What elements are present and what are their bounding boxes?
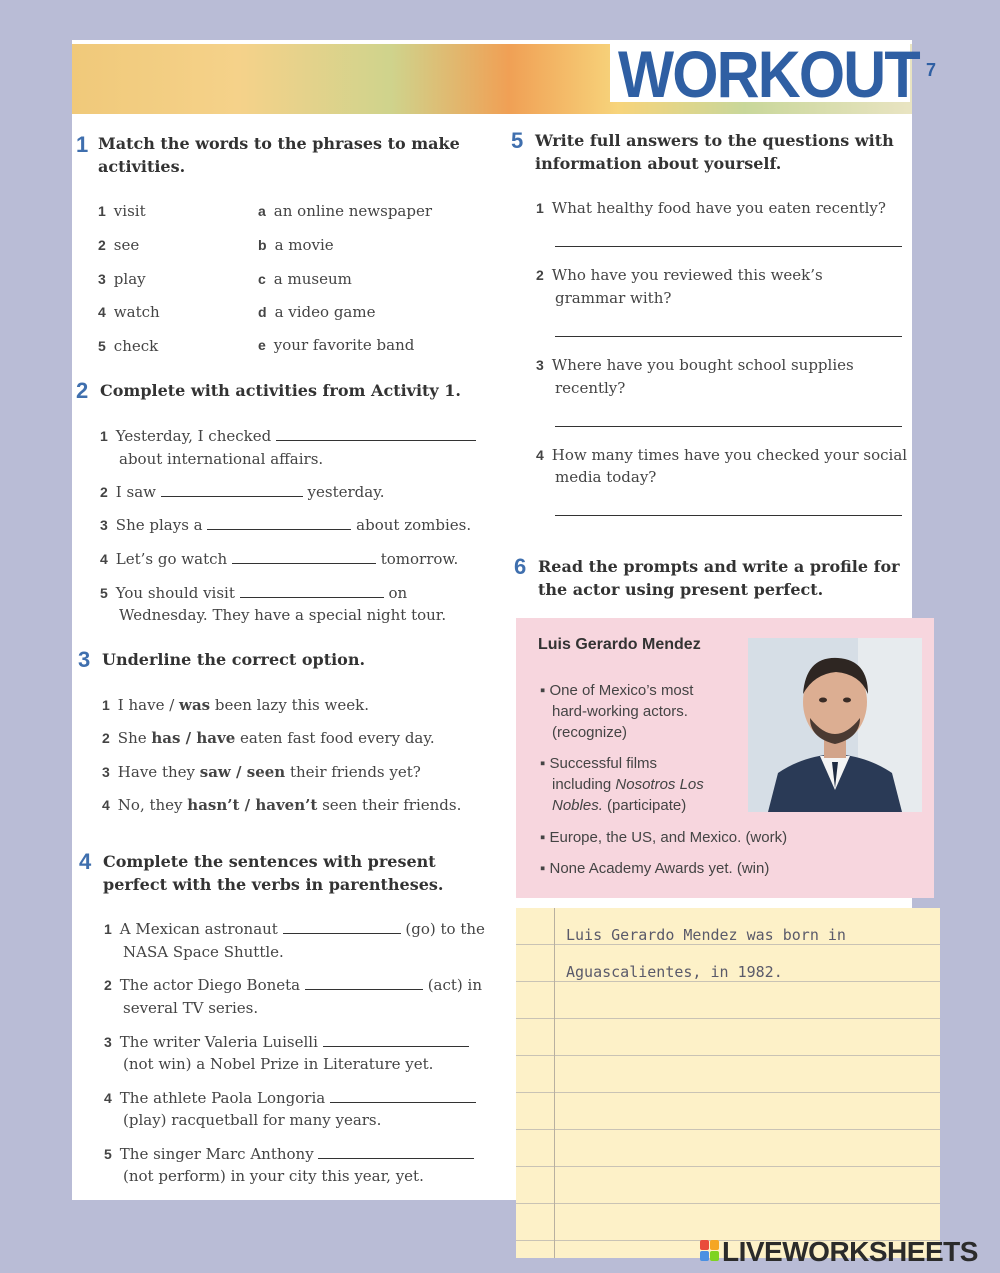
match-phrase-e[interactable]: e your favorite band [258,336,415,354]
complete-item-5-cont: Wednesday. They have a special night tour. [119,606,447,624]
answer-line[interactable] [555,336,902,337]
profile-bullet-3: ▪ Europe, the US, and Mexico. (work) [540,829,788,846]
liveworksheets-logo-icon [700,1240,720,1262]
section-3-title: Underline the correct option. [102,650,366,669]
profile-bullet-2-line2: including Nosotros Los [552,776,704,793]
profile-name: Luis Gerardo Mendez [538,636,701,653]
writing-notepad[interactable] [516,908,940,1258]
section-1-title: Match the words to the phrases to make activities. [98,134,460,176]
verb-item-4-cont: (play) racquetball for many years. [123,1111,382,1129]
verb-item-1: 1 A Mexican astronaut (go) to the [104,920,485,938]
option-choice[interactable]: hasn’t / haven’t [187,796,318,814]
section-5-number: 5 [511,128,524,153]
page-title: WORKOUT [618,37,919,111]
verb-item-3-cont: (not win) a Nobel Prize in Literature yet. [123,1055,434,1073]
section-2-number: 2 [76,378,89,403]
match-word-1: 1 visit [98,202,146,220]
option-choice[interactable]: saw / seen [199,763,286,781]
match-phrase-c[interactable]: c a museum [258,270,352,288]
profile-bullet-4: ▪ None Academy Awards yet. (win) [540,860,770,877]
section-5-title: Write full answers to the questions with information about yourself. [535,131,894,173]
section-2-title: Complete with activities from Activity 1. [100,381,461,400]
question-1: 1 What healthy food have you eaten recently? [536,199,886,217]
verb-item-2-cont: several TV series. [123,999,259,1017]
profile-bullet-1-line2: hard-working actors. [552,703,688,720]
question-4: 4 How many times have you checked your social [536,446,908,464]
liveworksheets-brand: LIVEWORKSHEETS [722,1236,978,1267]
answer-blank[interactable] [330,1088,476,1103]
underline-item-2: 2 She has / have eaten fast food every day. [102,729,435,747]
verb-item-2: 2 The actor Diego Boneta (act) in [104,976,482,994]
complete-item-1: 1 Yesterday, I checked [100,425,476,447]
section-1-number: 1 [76,132,89,157]
profile-bullet-1: ▪ One of Mexico’s most [540,682,694,699]
section-4-title: Complete the sentences with present perfect with the verbs in parentheses. [103,852,444,894]
match-phrase-d[interactable]: d a video game [258,303,376,321]
match-phrase-b[interactable]: b a movie [258,236,334,254]
match-word-5: 5 check [98,337,159,355]
answer-blank[interactable] [207,515,351,530]
page-number: 7 [926,60,937,80]
verb-item-3: 3 The writer Valeria Luiselli [104,1031,469,1053]
section-4-number: 4 [79,849,92,874]
answer-blank[interactable] [232,549,376,564]
match-word-4: 4 watch [98,303,160,321]
underline-item-1: 1 I have / was been lazy this week. [102,696,369,714]
underline-item-3: 3 Have they saw / seen their friends yet? [102,763,421,781]
actor-photo [748,638,922,812]
answer-line[interactable] [555,426,902,427]
answer-blank[interactable] [161,482,303,497]
section-3-number: 3 [78,647,91,672]
answer-line[interactable] [555,246,902,247]
complete-item-1-cont: about international affairs. [119,450,324,468]
profile-bullet-2: ▪ Successful films [540,755,658,772]
profile-bullet-1-line3: (recognize) [552,724,628,741]
complete-item-4: 4 Let’s go watch tomorrow. [100,550,459,568]
question-3-cont: recently? [555,379,626,397]
notepad-margin-line [554,908,555,1258]
verb-item-1-cont: NASA Space Shuttle. [123,943,284,961]
section-6-number: 6 [514,554,527,579]
answer-blank[interactable] [323,1032,469,1047]
question-2-cont: grammar with? [555,289,672,307]
complete-item-2: 2 I saw yesterday. [100,483,385,501]
question-3: 3 Where have you bought school supplies [536,356,854,374]
complete-item-3: 3 She plays a about zombies. [100,516,472,534]
answer-blank[interactable] [305,975,423,990]
option-choice[interactable]: was [179,696,211,714]
answer-line[interactable] [555,515,902,516]
match-word-3: 3 play [98,270,146,288]
answer-blank[interactable] [283,919,401,934]
profile-bullet-2-line3: Nobles. (participate) [552,797,687,814]
actor-portrait-icon [748,638,922,812]
answer-blank[interactable] [240,583,384,598]
verb-item-4: 4 The athlete Paola Longoria [104,1087,476,1109]
underline-item-4: 4 No, they hasn’t / haven’t seen their friends. [102,796,462,814]
option-choice[interactable]: has / have [151,729,236,747]
question-4-cont: media today? [555,468,657,486]
complete-item-5: 5 You should visit on [100,584,408,602]
handwriting-line-2: Aguascalientes, in 1982. [566,963,783,981]
verb-item-5-cont: (not perform) in your city this year, yet. [123,1167,424,1185]
verb-item-5: 5 The singer Marc Anthony [104,1143,474,1165]
section-6-title: Read the prompts and write a profile for the actor using present perfect. [538,557,900,599]
match-word-2: 2 see [98,236,140,254]
question-2: 2 Who have you reviewed this week’s [536,266,823,284]
match-phrase-a[interactable]: a an online newspaper [258,202,433,220]
answer-blank[interactable] [276,426,476,441]
handwriting-line-1: Luis Gerardo Mendez was born in [566,926,846,944]
answer-blank[interactable] [318,1144,474,1159]
